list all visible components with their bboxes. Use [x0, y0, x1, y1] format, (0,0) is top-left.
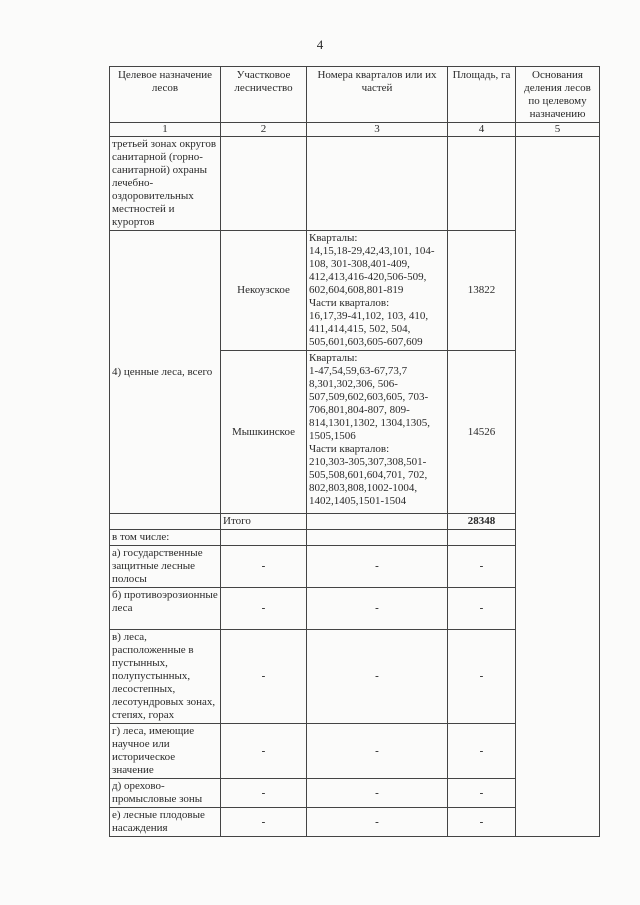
column-number: 5	[516, 123, 600, 137]
forest-purpose-table	[109, 66, 600, 837]
parts-title: Части кварталов:	[309, 297, 390, 309]
dash-cell: -	[307, 630, 448, 724]
continuation-text: третьей зонах округов санитарной (горно-санитарной) охраны лечебно-оздоровительных местностей и курортов	[110, 137, 221, 231]
dash-cell: -	[448, 588, 516, 630]
table-header-row	[110, 67, 600, 123]
parts-list: 210,303-305,307,308,501-505,508,601,604,701, 702, 802,803,808,1002-1004, 1402,1405,1501-1504	[309, 456, 428, 507]
parts-title: Части кварталов:	[309, 443, 390, 455]
empty-cell	[307, 514, 448, 530]
dash-cell: -	[221, 546, 307, 588]
empty-cell	[307, 530, 448, 546]
total-area: 28348	[448, 514, 516, 530]
blocks-list: 14,15,18-29,42,43,101, 104-108, 301-308,401-409, 412,413,416-420,506-509, 602,604,608,801-819	[309, 245, 435, 296]
forestry-nekouz: Некоузское	[221, 231, 307, 351]
dash-cell: -	[221, 808, 307, 837]
dash-cell: -	[221, 779, 307, 808]
total-label: Итого	[221, 514, 307, 530]
area-nekouz: 13822	[448, 231, 516, 351]
forestry-myshkin: Мышкинское	[221, 351, 307, 514]
header-basis: Основания деления лесов по целевому назначению	[516, 67, 600, 123]
page-number: 4	[316, 37, 324, 52]
subcategory-label: д) орехово-промысловые зоны	[110, 779, 221, 808]
subcategory-label: е) лесные плодовые насаждения	[110, 808, 221, 837]
dash-cell: -	[448, 546, 516, 588]
blocks-myshkin	[307, 351, 448, 514]
dash-cell: -	[307, 546, 448, 588]
subcategory-label: б) противоэрозионные леса	[110, 588, 221, 630]
column-number: 2	[221, 123, 307, 137]
empty-cell	[448, 137, 516, 231]
empty-cell	[110, 514, 221, 530]
dash-cell: -	[448, 779, 516, 808]
including-label: в том числе:	[110, 530, 221, 546]
basis-cell	[516, 137, 600, 837]
subcategory-label: в) леса, расположенные в пустынных, полупустынных, лесостепных, лесотундровых зонах, степях, горах	[110, 630, 221, 724]
parts-list: 16,17,39-41,102, 103, 410, 411,414,415, 502, 504, 505,601,603,605-607,609	[309, 310, 429, 348]
empty-cell	[448, 530, 516, 546]
blocks-list: 1-47,54,59,63-67,73,7 8,301,302,306, 506-507,509,602,603,605, 703-706,801,804-807, 809-814,1301,1302, 1304,1305, 1505,1506	[309, 365, 430, 442]
dash-cell: -	[307, 779, 448, 808]
blocks-title: Кварталы:	[309, 232, 358, 244]
column-number: 4	[448, 123, 516, 137]
dash-cell: -	[307, 724, 448, 779]
header-blocks: Номера кварталов или их частей	[307, 67, 448, 123]
dash-cell: -	[448, 724, 516, 779]
empty-cell	[221, 530, 307, 546]
dash-cell: -	[221, 724, 307, 779]
header-purpose: Целевое назначение лесов	[110, 67, 221, 123]
header-forestry: Участковое лесничество	[221, 67, 307, 123]
dash-cell: -	[307, 588, 448, 630]
subcategory-label: г) леса, имеющие научное или историческое значение	[110, 724, 221, 779]
subcategory-label: а) государственные защитные лесные полосы	[110, 546, 221, 588]
dash-cell: -	[221, 588, 307, 630]
table-row	[110, 137, 600, 231]
valuable-forests-label: 4) ценные леса, всего	[110, 231, 221, 514]
dash-cell: -	[221, 630, 307, 724]
column-number-row	[110, 123, 600, 137]
dash-cell: -	[448, 808, 516, 837]
area-myshkin: 14526	[448, 351, 516, 514]
column-number: 3	[307, 123, 448, 137]
blocks-nekouz	[307, 231, 448, 351]
empty-cell	[221, 137, 307, 231]
header-area: Площадь, га	[448, 67, 516, 123]
dash-cell: -	[448, 630, 516, 724]
column-number: 1	[110, 123, 221, 137]
dash-cell: -	[307, 808, 448, 837]
empty-cell	[307, 137, 448, 231]
blocks-title: Кварталы:	[309, 352, 358, 364]
